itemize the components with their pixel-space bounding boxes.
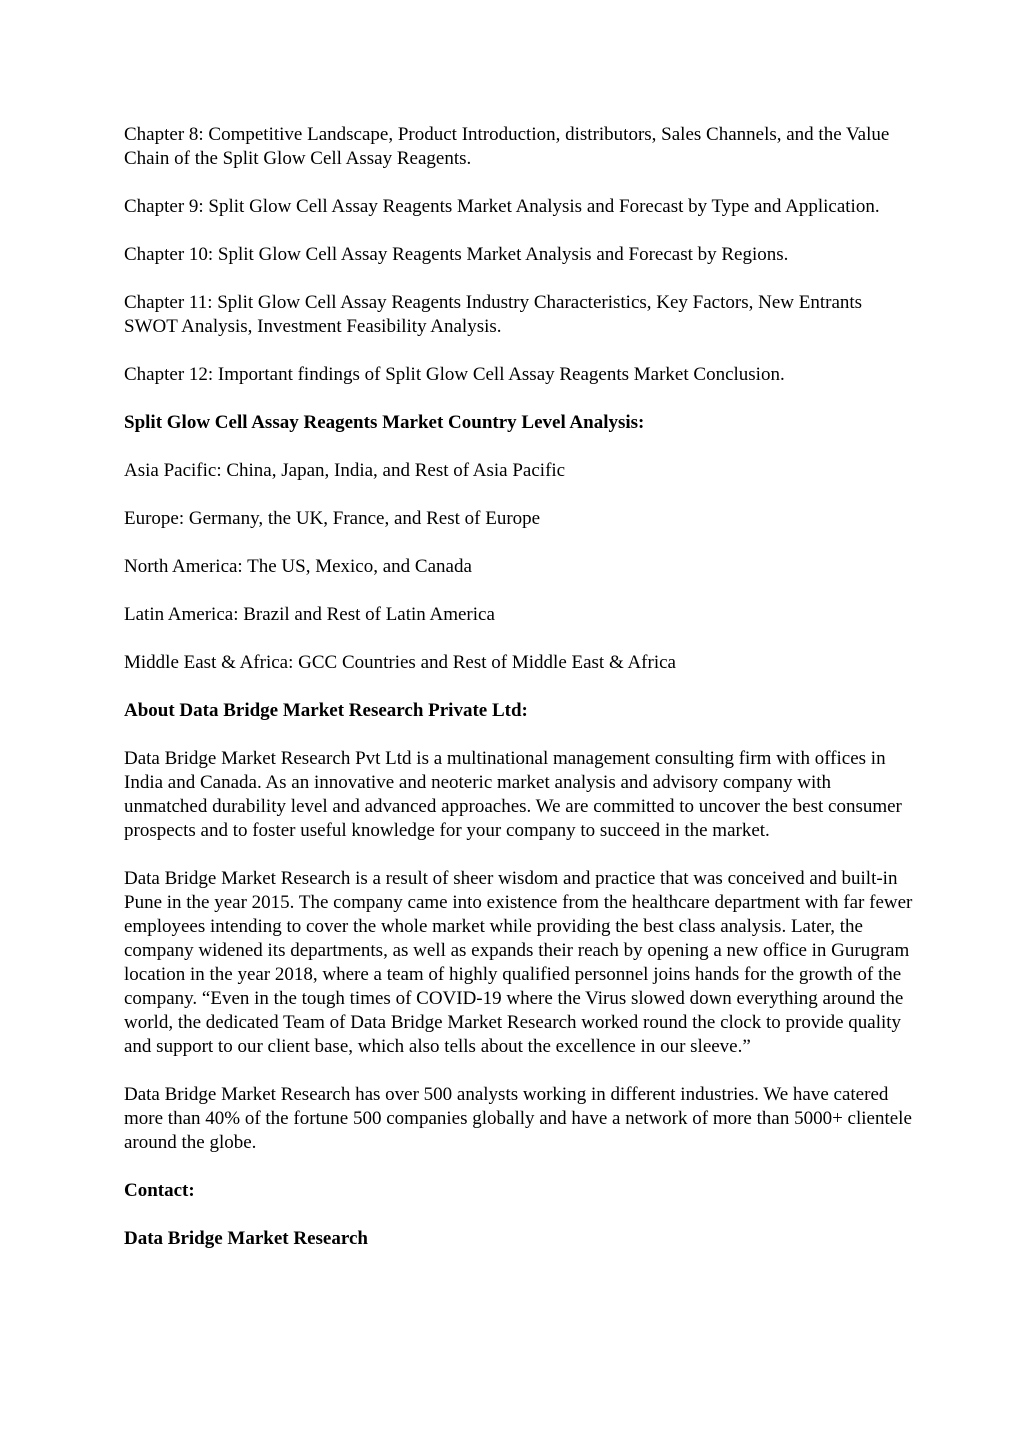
about-paragraph-history: Data Bridge Market Research is a result of sheer wisdom and practice that was conceived and built-in Pune in the year 2015. The company came into existence from the healthcare department with far fewer employees intending to cover the whole market while providing the best class analysis. Later, the company widened its departments, as well as expands their reach by opening a new office in Gurugram location in the year 2018, where a team of highly qualified personnel joins hands for the growth of the company. “Even in the tough times of COVID-19 where the Virus slowed down everything around the world, the dedicated Team of Data Bridge Market Research worked round the clock to provide quality and support to our client base, which also tells about the excellence in our sleeve.” [124, 868, 913, 1057]
chapter-9-paragraph: Chapter 9: Split Glow Cell Assay Reagents Market Analysis and Forecast by Type and Application. [124, 196, 880, 217]
chapter-8-paragraph: Chapter 8: Competitive Landscape, Product Introduction, distributors, Sales Channels, and the Value Chain of the Split Glow Cell Assay Reagents. [124, 124, 890, 169]
about-heading: About Data Bridge Market Research Private Ltd: [124, 700, 528, 721]
company-name: Data Bridge Market Research [124, 1228, 368, 1249]
region-latin-america: Latin America: Brazil and Rest of Latin America [124, 604, 495, 625]
region-north-america: North America: The US, Mexico, and Canada [124, 556, 472, 577]
region-asia-pacific: Asia Pacific: China, Japan, India, and Rest of Asia Pacific [124, 460, 566, 481]
about-paragraph-intro: Data Bridge Market Research Pvt Ltd is a multinational management consulting firm with offices in India and Canada. As an innovative and neoteric market analysis and advisory company with unmatched durability level and advanced approaches. We are committed to uncover the best consumer prospects and to foster useful knowledge for your company to succeed in the market. [124, 748, 902, 841]
chapter-11-paragraph: Chapter 11: Split Glow Cell Assay Reagents Industry Characteristics, Key Factors, New Entrants SWOT Analysis, Investment Feasibility Analysis. [124, 292, 863, 337]
chapter-10-paragraph: Chapter 10: Split Glow Cell Assay Reagents Market Analysis and Forecast by Regions. [124, 244, 789, 265]
contact-heading: Contact: [124, 1180, 195, 1201]
document-page [124, 123, 914, 1275]
about-paragraph-analysts: Data Bridge Market Research has over 500 analysts working in different industries. We have catered more than 40% of the fortune 500 companies globally and have a network of more than 5000+ clientele around the globe. [124, 1084, 912, 1153]
country-analysis-heading: Split Glow Cell Assay Reagents Market Country Level Analysis: [124, 412, 645, 433]
region-europe: Europe: Germany, the UK, France, and Rest of Europe [124, 508, 541, 529]
region-middle-east-africa: Middle East & Africa: GCC Countries and Rest of Middle East & Africa [124, 652, 676, 673]
chapter-12-paragraph: Chapter 12: Important findings of Split Glow Cell Assay Reagents Market Conclusion. [124, 364, 785, 385]
